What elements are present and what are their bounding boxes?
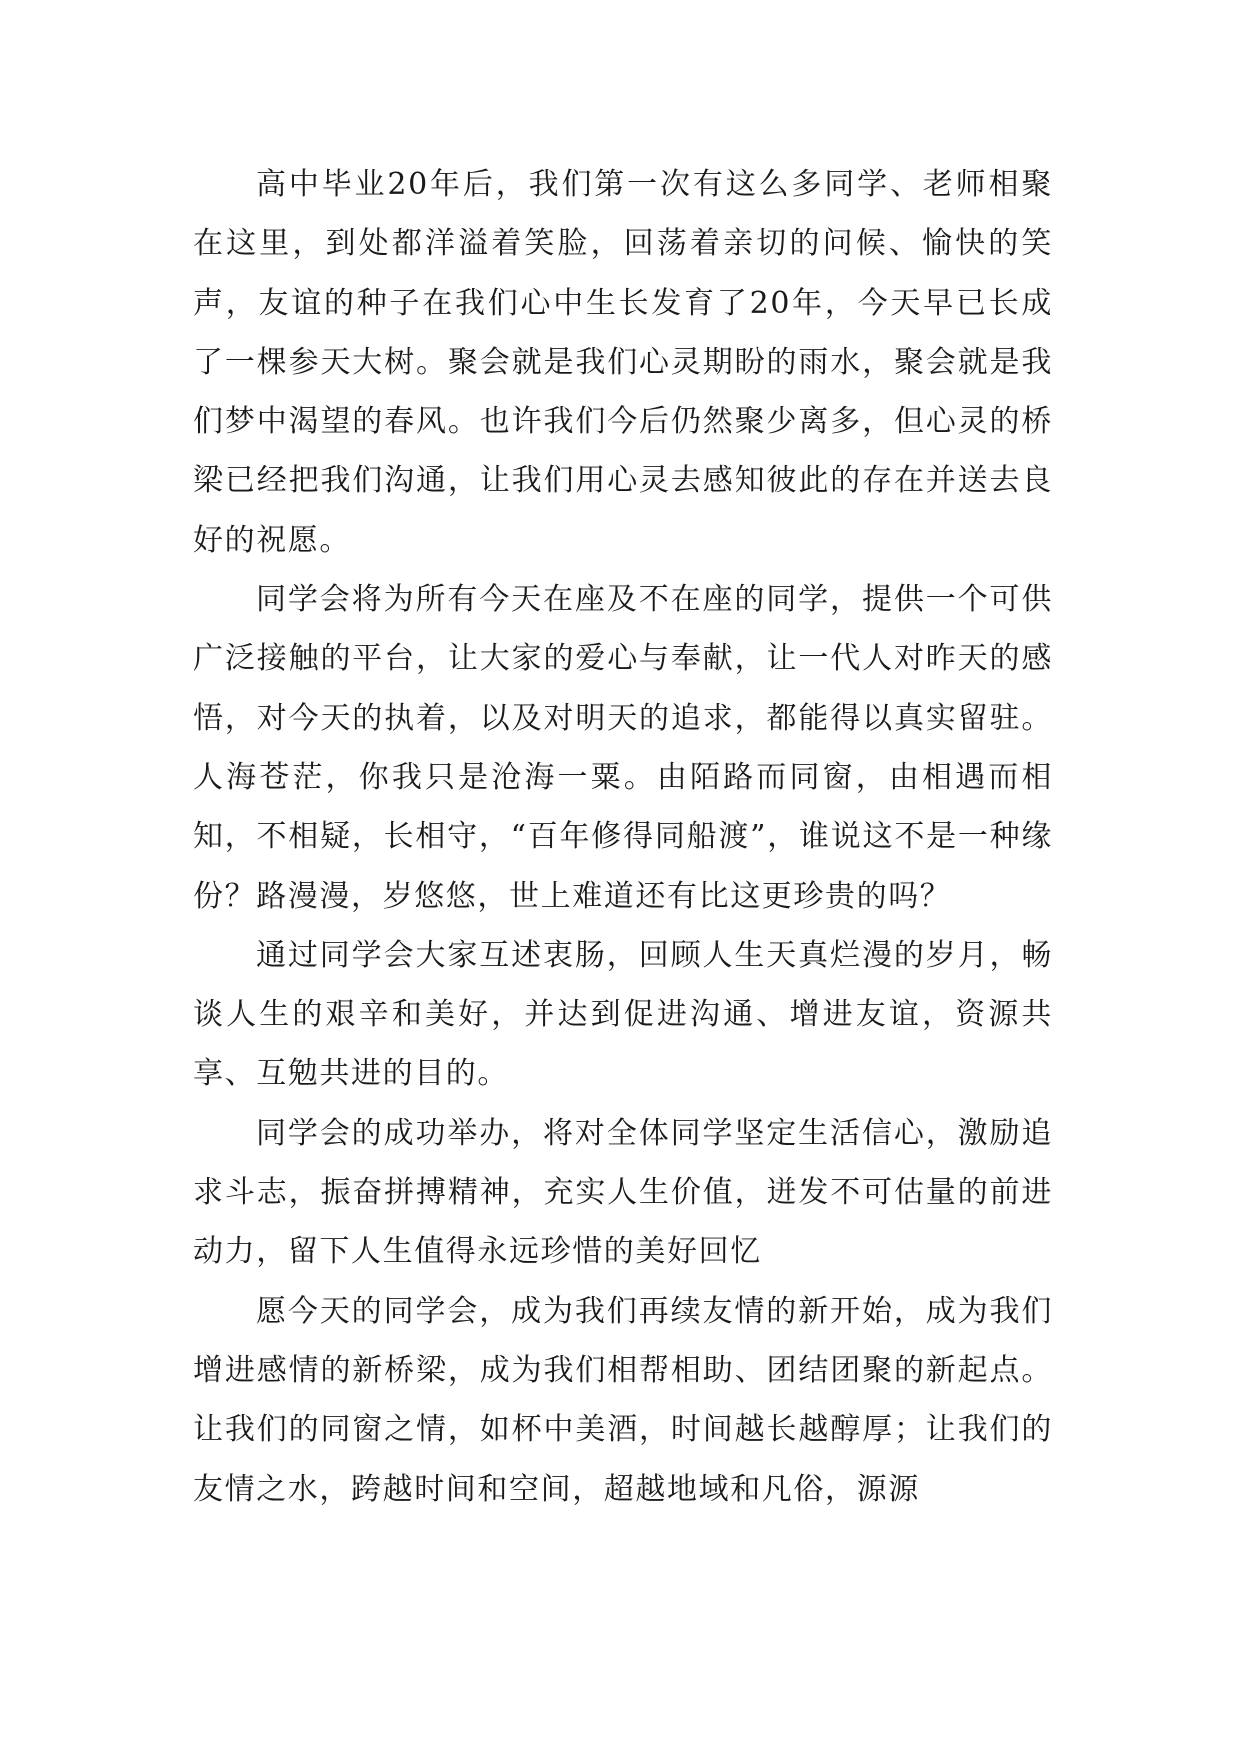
paragraph-5: 愿今天的同学会，成为我们再续友情的新开始，成为我们增进感情的新桥梁，成为我们相帮相助、团结团聚的新起点。让我们的同窗之情，如杯中美酒，时间越长越醇厚；让我们的友情之水，跨越时间和空间，超越地域和凡俗，源源 xyxy=(193,1293,1053,1507)
paragraph-4: 同学会的成功举办，将对全体同学坚定生活信心，激励追求斗志，振奋拼搏精神，充实人生价值，迸发不可估量的前进动力，留下人生值得永远珍惜的美好回忆 xyxy=(193,1115,1053,1270)
paragraph-2: 同学会将为所有今天在座及不在座的同学，提供一个可供广泛接触的平台，让大家的爱心与奉献，让一代人对昨天的感悟，对今天的执着，以及对明天的追求，都能得以真实留驻。人海苍茫，你我只是沧海一粟。由陌路而同窗，由相遇而相知，不相疑，长相守，“百年修得同船渡”，谁说这不是一种缘份？路漫漫，岁悠悠，世上难道还有比这更珍贵的吗？ xyxy=(193,582,1053,914)
paragraph-3: 通过同学会大家互述衷肠，回顾人生天真烂漫的岁月，畅谈人生的艰辛和美好，并达到促进沟通、增进友谊，资源共享、互勉共进的目的。 xyxy=(193,937,1053,1092)
document-body xyxy=(193,155,1053,1519)
paragraph-1: 高中毕业20年后，我们第一次有这么多同学、老师相聚在这里，到处都洋溢着笑脸，回荡着亲切的问候、愉快的笑声，友谊的种子在我们心中生长发育了20年，今天早已长成了一棵参天大树。聚会就是我们心灵期盼的雨水，聚会就是我们梦中渴望的春风。也许我们今后仍然聚少离多，但心灵的桥梁已经把我们沟通，让我们用心灵去感知彼此的存在并送去良好的祝愿。 xyxy=(193,167,1053,558)
